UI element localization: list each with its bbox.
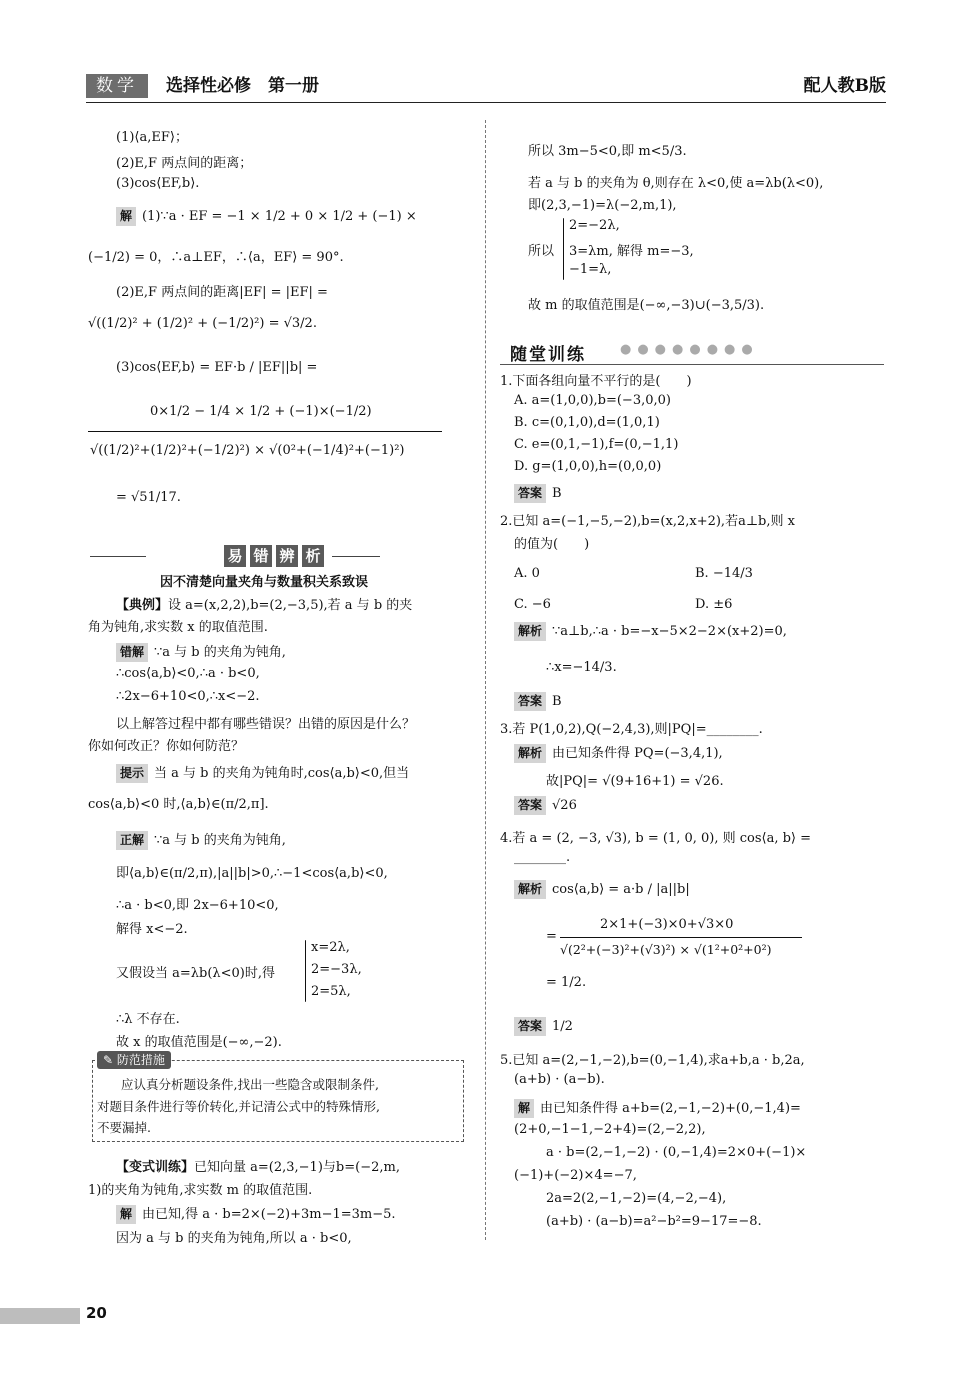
- solution-line: √((1/2)² + (1/2)² + (−1/2)²) = √3/2.: [88, 316, 317, 331]
- answer-tag: 答案: [514, 484, 546, 503]
- section-yicuo-bianxi: [90, 543, 380, 571]
- analysis-line: ∴x=−14/3.: [546, 660, 617, 675]
- variant-tag: 【变式训练】: [116, 1160, 195, 1175]
- variant-line: [116, 1156, 400, 1175]
- problem-2: 2.已知 a=(−1,−5,−2),b=(x,2,x+2),若a⊥b,则 x: [500, 514, 795, 529]
- variant-line: 1)的夹角为钝角,求实数 m 的取值范围.: [88, 1183, 313, 1198]
- hint-text: 当 a 与 b 的夹角为钝角时,cos⟨a,b⟩<0,但当: [154, 766, 410, 781]
- prevention-line: 不要漏掉.: [97, 1120, 151, 1135]
- fraction-numerator: 0×1/2 − 1/4 × 1/2 + (−1)×(−1/2): [150, 404, 372, 419]
- system-brace: [305, 940, 306, 1002]
- answer-line: [514, 1017, 573, 1036]
- example-line: [116, 594, 412, 613]
- correct-solution-line: ∴a · b<0,即 2x−6+10<0,: [116, 898, 279, 913]
- subject-badge: 数学: [86, 74, 148, 98]
- analysis-text: cos⟨a,b⟩ = a·b / |a||b|: [552, 882, 690, 897]
- continued-line: 即(2,3,−1)=λ(−2,m,1),: [528, 198, 677, 213]
- correct-text: ∵a 与 b 的夹角为钝角,: [154, 833, 286, 848]
- continued-line: 若 a 与 b 的夹角为 θ,则存在 λ<0,使 a=λb(λ<0),: [528, 176, 824, 191]
- question-2: (2)E,F 两点间的距离；: [116, 156, 253, 171]
- page-number-bar: [0, 1308, 80, 1324]
- fraction-bar: [88, 431, 442, 432]
- prevention-line: 对题目条件进行等价转化,并记清公式中的特殊情形,: [97, 1099, 380, 1114]
- page-number: 20: [86, 1304, 107, 1322]
- page-header: [86, 70, 886, 103]
- system-brace: [563, 218, 564, 280]
- answer-value: B: [552, 694, 562, 709]
- solution-line: (3)cos⟨EF,b⟩ = EF·b / |EF||b| =: [116, 360, 318, 375]
- system-equation: x=2λ,: [311, 940, 350, 955]
- solution-text: (1)∵a · EF = −1 × 1/2 + 0 × 1/2 + (−1) ×: [142, 209, 417, 224]
- solution-tag: 解: [116, 1205, 136, 1224]
- equals-sign: =: [546, 929, 557, 944]
- answer-line: [514, 692, 562, 711]
- fraction-bar: [560, 937, 802, 938]
- correct-solution-line: 故 x 的取值范围是(−∞,−2).: [116, 1035, 282, 1050]
- analysis-tag: 解析: [514, 744, 546, 763]
- solution-line: [514, 1097, 801, 1118]
- answer-value: 1/2: [552, 1019, 573, 1034]
- continued-line: 故 m 的取值范围是(−∞,−3)∪(−3,5/3).: [528, 298, 765, 313]
- answer-line: [514, 796, 577, 815]
- wrong-tag: 错解: [116, 643, 148, 662]
- problem-5: (a+b) · (a−b).: [514, 1072, 605, 1087]
- problem-3: 3.若 P(1,0,2),Q(−2,4,3),则|PQ|=________.: [500, 722, 763, 737]
- option: D. g=(1,0,0),h=(0,0,0): [514, 459, 662, 474]
- wrong-solution-line: ∴cos⟨a,b⟩<0,∴a · b<0,: [116, 666, 260, 681]
- fraction-numerator: 2×1+(−3)×0+√3×0: [600, 917, 734, 932]
- variant-solution-line: 因为 a 与 b 的夹角为钝角,所以 a · b<0,: [116, 1231, 352, 1246]
- fraction-denominator: √(2²+(−3)²+(√3)²) × √(1²+0²+0²): [560, 942, 772, 957]
- divider-line: [90, 556, 146, 557]
- solution-line: (2)E,F 两点间的距离|EF| = |EF| =: [116, 285, 328, 300]
- solution-tag: 解: [514, 1099, 534, 1118]
- prevention-label-text: 防范措施: [116, 1053, 165, 1067]
- wrong-solution-line: [116, 641, 286, 662]
- variant-solution-text: 由已知,得 a · b=2×(−2)+3m−1=3m−5.: [142, 1207, 396, 1222]
- correct-tag: 正解: [116, 831, 148, 850]
- solution-line: (a+b) · (a−b)=a²−b²=9−17=−8.: [546, 1214, 762, 1229]
- option: C. e=(0,1,−1),f=(0,−1,1): [514, 437, 679, 452]
- solution-line: 2a=2(2,−1,−2)=(4,−2,−4),: [546, 1191, 727, 1206]
- option: D. ±6: [695, 597, 733, 612]
- option: B. −14/3: [695, 566, 753, 581]
- wrong-solution-line: ∴2x−6+10<0,∴x<−2.: [116, 689, 260, 704]
- problem-5: 5.已知 a=(2,−1,−2),b=(0,−1,4),求a+b,a · b,2a,: [500, 1053, 805, 1068]
- section-title: 随堂训练: [510, 345, 586, 365]
- analysis-line: [514, 880, 690, 899]
- pencil-icon: ✎: [103, 1053, 114, 1067]
- hint-line: [116, 762, 409, 783]
- variant-solution-line: [116, 1203, 396, 1224]
- wrong-text: ∵a 与 b 的夹角为钝角,: [154, 645, 286, 660]
- topic-title: 因不清楚向量夹角与数量积关系致误: [160, 575, 369, 590]
- example-line: 角为钝角,求实数 x 的取值范围.: [88, 620, 268, 635]
- problem-4: 4.若 a = (2, −3, √3), b = (1, 0, 0), 则 cos⟨a, b⟩ =: [500, 831, 812, 846]
- option: A. a=(1,0,0),b=(−3,0,0): [514, 393, 671, 408]
- example-text: 设 a=(x,2,2),b=(2,−3,5),若 a 与 b 的夹: [168, 598, 413, 613]
- continued-line: 所以: [528, 244, 555, 259]
- system-equation: 2=5λ,: [311, 984, 351, 999]
- solution-tag: 解: [116, 207, 136, 226]
- answer-value: B: [552, 486, 562, 501]
- section-suitang-xunlian: [500, 340, 884, 365]
- continued-line: 所以 3m−5<0,即 m<5/3.: [528, 144, 687, 159]
- analysis-line: = 1/2.: [546, 975, 587, 990]
- system-equation: 3=λm, 解得 m=−3,: [569, 244, 694, 259]
- analysis-tag: 解析: [514, 622, 546, 641]
- analysis-line: [514, 742, 723, 763]
- answer-value: √26: [552, 798, 577, 813]
- option: B. c=(0,1,0),d=(1,0,1): [514, 415, 660, 430]
- solution-line: a · b=(2,−1,−2) · (0,−1,4)=2×0+(−1)×: [546, 1145, 807, 1160]
- divider-line: [332, 556, 380, 557]
- fraction-denominator: √((1/2)²+(1/2)²+(−1/2)²) × √(0²+(−1/4)²+(−1)²): [90, 443, 405, 458]
- solution-line: [116, 207, 417, 226]
- correct-solution-line: 解得 x<−2.: [116, 922, 188, 937]
- option: C. −6: [514, 597, 551, 612]
- solution-line: (−1/2) = 0，∴a⊥EF，∴⟨a，EF⟩ = 90°.: [88, 250, 344, 265]
- question-3: (3)cos⟨EF,b⟩.: [116, 176, 200, 191]
- book-title: 选择性必修 第一册: [166, 76, 319, 96]
- solution-line: (2+0,−1−1,−2+4)=(2,−2,2),: [514, 1122, 706, 1137]
- column-divider: [485, 120, 486, 1240]
- analysis-text: ∵a⊥b,∴a · b=−x−5×2−2×(x+2)=0,: [552, 624, 787, 639]
- solution-line: = √51/17.: [116, 490, 181, 505]
- answer-tag: 答案: [514, 692, 546, 711]
- question-1: (1)⟨a,EF⟩；: [116, 130, 188, 145]
- solution-line: (−1)+(−2)×4=−7,: [514, 1168, 637, 1183]
- answer-line: [514, 484, 562, 503]
- system-equation: 2=−3λ,: [311, 962, 362, 977]
- correct-solution-line: [116, 829, 286, 850]
- correct-solution-line: ∴λ 不存在.: [116, 1012, 180, 1027]
- prevention-label: [97, 1051, 171, 1069]
- section-char: 错: [250, 545, 272, 567]
- hint-tag: 提示: [116, 764, 148, 783]
- system-equation: −1=λ,: [569, 262, 612, 277]
- edition-label: 配人教B版: [803, 76, 886, 96]
- example-tag: 【典例】: [116, 598, 169, 613]
- prevention-box: [92, 1053, 464, 1142]
- hint-line: cos⟨a,b⟩<0 时,⟨a,b⟩∈(π/2,π].: [88, 797, 269, 812]
- problem-1: 1.下面各组向量不平行的是( ): [500, 374, 692, 389]
- variant-text: 已知向量 a=(2,3,−1)与b=(−2,m,: [194, 1160, 400, 1175]
- section-char: 易: [224, 545, 246, 567]
- answer-tag: 答案: [514, 1017, 546, 1036]
- solution-text: 由已知条件得 a+b=(2,−1,−2)+(0,−1,4)=: [540, 1101, 801, 1116]
- section-char: 析: [302, 545, 324, 567]
- answer-tag: 答案: [514, 796, 546, 815]
- decorative-dots: ●●●●●●●●: [620, 342, 759, 357]
- reflection-line: 以上解答过程中都有哪些错误？出错的原因是什么？: [116, 717, 416, 732]
- system-equation: 2=−2λ,: [569, 218, 620, 233]
- reflection-line: 你如何改正？你如何防范？: [88, 739, 245, 754]
- analysis-line: [514, 622, 787, 641]
- prevention-line: 应认真分析题设条件,找出一些隐含或限制条件,: [121, 1077, 379, 1092]
- problem-2: 的值为( ): [514, 537, 590, 552]
- analysis-tag: 解析: [514, 880, 546, 899]
- correct-solution-line: 即⟨a,b⟩∈(π/2,π),|a||b|>0,∴−1<cos⟨a,b⟩<0,: [116, 866, 388, 881]
- problem-4: ________.: [514, 850, 571, 865]
- section-char: 辨: [276, 545, 298, 567]
- option: A. 0: [514, 566, 540, 581]
- analysis-line: 故|PQ|= √(9+16+1) = √26.: [546, 774, 724, 789]
- correct-solution-line: 又假设当 a=λb(λ<0)时,得: [116, 966, 276, 981]
- analysis-text: 由已知条件得 PQ=(−3,4,1),: [552, 746, 723, 761]
